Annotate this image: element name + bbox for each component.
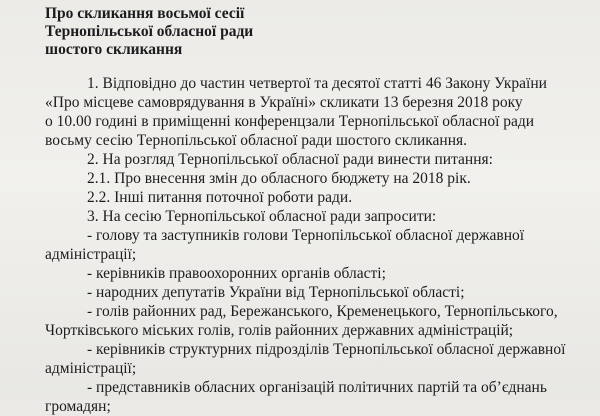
- paragraph-3: 3. На сесію Тернопільської обласної ради запросити:: [87, 208, 437, 225]
- paragraph-1-line-3: о 10.00 годині в приміщенні конференцзали Тернопільської обласної ради: [45, 113, 535, 130]
- list-item-4-line-2: Чортківського міських голів, голів районних державних адміністрацій;: [45, 322, 514, 339]
- title-line-2: Тернопільської обласної ради: [45, 23, 254, 40]
- paragraph-1-line-4: восьму сесію Тернопільської обласної ради шостого скликання.: [45, 132, 468, 149]
- paragraph-1-line-2: «Про місцеве самоврядування в Україні» скликати 13 березня 2018 року: [45, 94, 523, 111]
- list-item-4-line-1: - голів районних рад, Бережанського, Кременецького, Тернопільського,: [87, 303, 558, 320]
- list-item-1-line-2: адміністрації;: [45, 246, 137, 263]
- list-item-1-line-1: - голову та заступників голови Тернопільської обласної державної: [87, 227, 525, 244]
- title-line-3: шостого скликання: [45, 41, 183, 58]
- list-item-3: - народних депутатів України від Тернопільської області;: [87, 284, 465, 301]
- document-body: [45, 74, 585, 416]
- list-item-5-line-1: - керівників структурних підрозділів Тернопільської обласної державної: [87, 341, 566, 358]
- paragraph-2-2: 2.2. Інші питання поточної роботи ради.: [87, 189, 353, 206]
- list-item-6-line-1: - представників обласних організацій політичних партій та об’єднань: [87, 379, 547, 396]
- paragraph-1-line-1: 1. Відповідно до частин четвертої та десятої статті 46 Закону України: [87, 75, 547, 92]
- paragraph-2-1: 2.1. Про внесення змін до обласного бюджету на 2018 рік.: [87, 170, 471, 187]
- list-item-6-line-2: громадян;: [45, 398, 111, 415]
- paragraph-2: 2. На розгляд Тернопільської обласної ради винести питання:: [87, 151, 493, 168]
- list-item-5-line-2: адміністрації;: [45, 360, 137, 377]
- list-item-2: - керівників правоохоронних органів області;: [87, 265, 386, 282]
- document-title: [45, 5, 253, 59]
- title-line-1: Про скликання восьмої сесії: [45, 5, 245, 22]
